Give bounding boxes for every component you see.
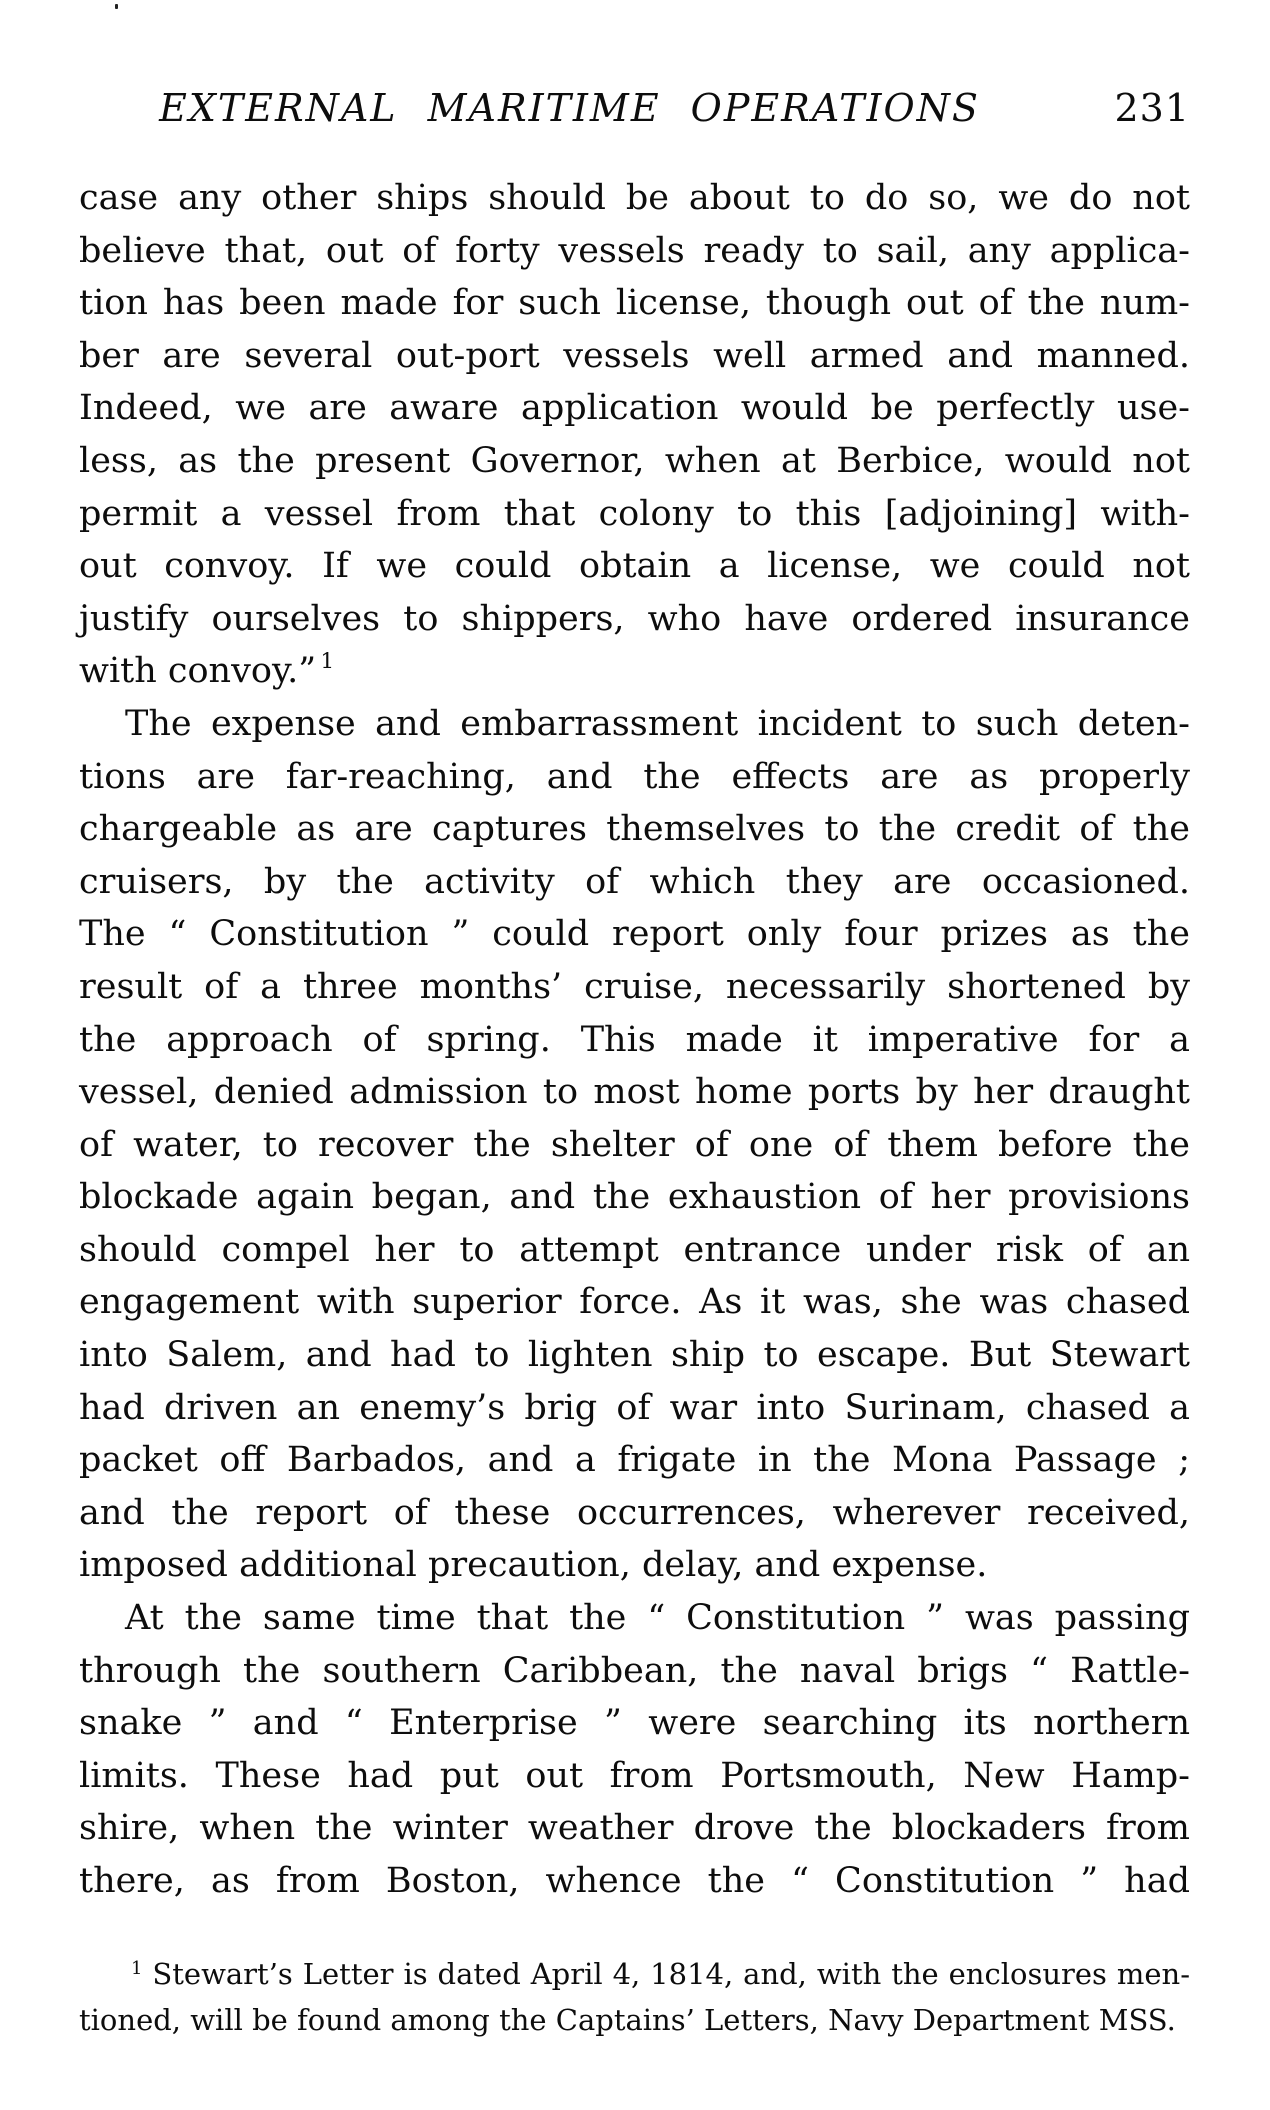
footnote-line: $^1$ Stewart’s Letter is dated April 4, 1814, and, with the enclosures men- [131, 1957, 1191, 1991]
paragraph-1 [79, 172, 1190, 698]
footnote-marker: 1 [131, 1958, 143, 1979]
text-line: justify ourselves to shippers, who have ordered insurance [79, 598, 1190, 639]
text-line: cruisers, by the activity of which they are occasioned. [79, 861, 1190, 902]
text-line: chargeable as are captures themselves to the credit of the [79, 809, 1190, 850]
text-line: ber are several out-port vessels well armed and manned. [79, 335, 1190, 376]
text-line: of water, to recover the shelter of one of them before the [79, 1124, 1190, 1165]
footnote [79, 1952, 1190, 2043]
text-line: out convoy. If we could obtain a license, we could not [79, 546, 1190, 587]
text-line: had driven an enemy’s brig of war into Surinam, chased a [79, 1387, 1190, 1428]
text-line: shire, when the winter weather drove the blockaders from [79, 1808, 1190, 1849]
text-line: with convoy.” $^1$ [79, 649, 335, 692]
page-number: 231 [1114, 86, 1190, 130]
text-line: The expense and embarrassment incident to such deten- [125, 703, 1190, 744]
text-line: blockade again began, and the exhaustion of her provisions [79, 1177, 1190, 1218]
ink-speck [115, 4, 118, 9]
running-header [79, 86, 1190, 132]
text-line: and the report of these occurrences, wherever received, [79, 1492, 1190, 1533]
text-line: tions are far-reaching, and the effects are as properly [79, 756, 1190, 797]
text-line: should compel her to attempt entrance under risk of an [79, 1229, 1190, 1270]
text-line: imposed additional precaution, delay, and expense. [79, 1545, 988, 1586]
text-line: believe that, out of forty vessels ready to sail, any applica- [79, 230, 1190, 271]
text-line: case any other ships should be about to do so, we do not [79, 178, 1190, 218]
text-line: into Salem, and had to lighten ship to escape. But Stewart [79, 1335, 1190, 1376]
text-line: the approach of spring. This made it imperative for a [79, 1019, 1190, 1060]
text-line: tion has been made for such license, though out of the num- [79, 283, 1190, 324]
running-head-title: EXTERNAL MARITIME OPERATIONS [159, 86, 980, 130]
text-line: less, as the present Governor, when at Berbice, would not [79, 440, 1190, 481]
footnote-line: tioned, will be found among the Captains’ Letters, Navy Department MSS. [79, 2002, 1176, 2037]
text-line: snake ” and “ Enterprise ” were searching its northern [79, 1703, 1190, 1744]
text-line: there, as from Boston, whence the “ Constitution ” had [79, 1861, 1190, 1901]
text-line: packet off Barbados, and a frigate in the Mona Passage ; [79, 1440, 1190, 1481]
text-line: At the same time that the “ Constitution ” was passing [125, 1598, 1190, 1639]
text-line: permit a vessel from that colony to this [adjoining] with- [79, 493, 1190, 534]
body-text [79, 172, 1190, 1908]
text-line: engagement with superior force. As it was, she was chased [79, 1282, 1190, 1323]
text-line: The “ Constitution ” could report only four prizes as the [79, 914, 1190, 955]
text-line: through the southern Caribbean, the naval brigs “ Rattle- [79, 1650, 1190, 1691]
text-line: vessel, denied admission to most home ports by her draught [79, 1072, 1190, 1113]
text-line: Indeed, we are aware application would be perfectly use- [79, 388, 1190, 429]
paragraph-3 [79, 1592, 1190, 1908]
text-line: limits. These had put out from Portsmouth, New Hamp- [79, 1755, 1190, 1796]
footnote-reference: 1 [316, 649, 335, 675]
text-line: result of a three months’ cruise, necessarily shortened by [79, 966, 1190, 1007]
paragraph-2 [79, 698, 1190, 1592]
